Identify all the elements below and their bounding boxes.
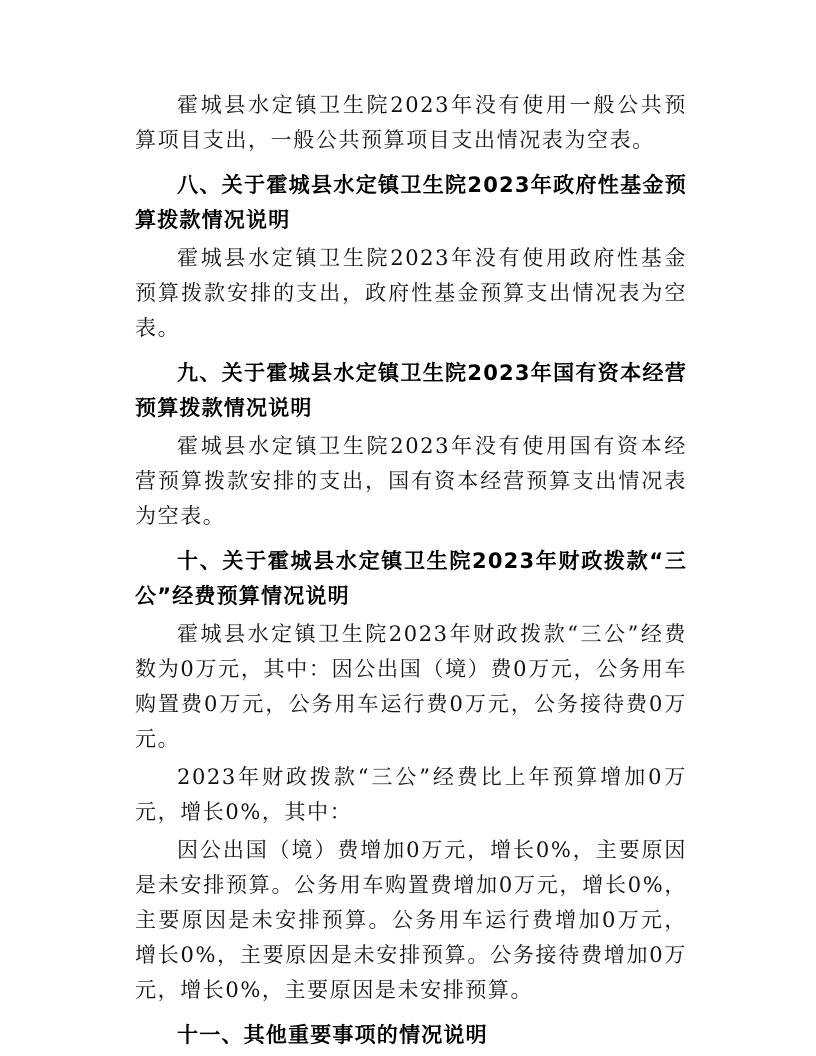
paragraph-section-10-details: 因公出国（境）费增加0万元，增长0%，主要原因是未安排预算。公务用车购置费增加0万元，增长0%，主要原因是未安排预算。公务用车运行费增加0万元，增长0%，主要原因是未安排预算。公务接待费增加0万元，增长0%，主要原因是未安排预算。 <box>135 838 687 1002</box>
document-body <box>135 88 687 1053</box>
paragraph-section-9: 霍城县水定镇卫生院2023年没有使用国有资本经营预算拨款安排的支出，国有资本经营预算支出情况表为空表。 <box>135 434 687 528</box>
heading-section-10: 十、关于霍城县水定镇卫生院2023年财政拨款“三公”经费预算情况说明 <box>135 549 687 608</box>
heading-section-11: 十一、其他重要事项的情况说明 <box>177 1023 488 1047</box>
heading-section-8: 八、关于霍城县水定镇卫生院2023年政府性基金预算拨款情况说明 <box>135 173 687 232</box>
paragraph-section-10-comparison: 2023年财政拨款“三公”经费比上年预算增加0万元，增长0%，其中： <box>135 765 687 824</box>
paragraph-section-8: 霍城县水定镇卫生院2023年没有使用政府性基金预算拨款安排的支出，政府性基金预算支出情况表为空表。 <box>135 246 687 340</box>
paragraph-general-budget: 霍城县水定镇卫生院2023年没有使用一般公共预算项目支出，一般公共预算项目支出情况表为空表。 <box>135 93 687 152</box>
heading-section-9: 九、关于霍城县水定镇卫生院2023年国有资本经营预算拨款情况说明 <box>135 361 687 420</box>
paragraph-section-10-summary: 霍城县水定镇卫生院2023年财政拨款“三公”经费数为0万元，其中：因公出国（境）费0万元，公务用车购置费0万元，公务用车运行费0万元，公务接待费0万元。 <box>135 622 687 751</box>
